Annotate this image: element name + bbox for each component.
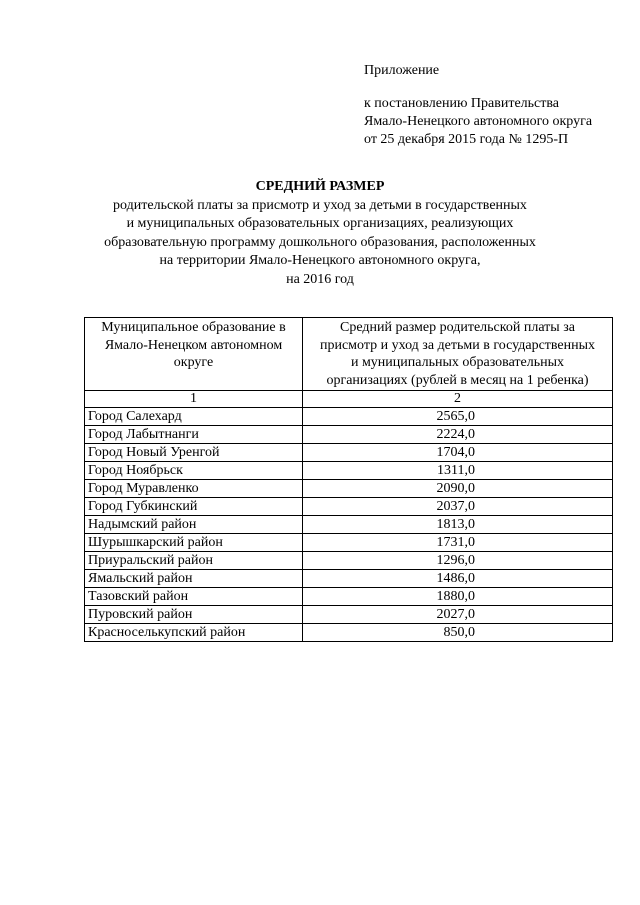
appendix-line-2: Ямало-Ненецкого автономного округа: [364, 114, 593, 129]
title-heading: СРЕДНИЙ РАЗМЕР: [255, 179, 385, 194]
header-fee-line: присмотр и уход за детьми в государственных: [319, 337, 596, 353]
fee-value: 1311,0: [303, 462, 613, 480]
appendix-line-1: к постановлению Правительства: [364, 96, 560, 111]
column-number-row: [85, 391, 613, 408]
header-fee-line: Средний размер родительской платы за: [340, 320, 575, 335]
table-row: [85, 498, 613, 516]
header-average-fee: [303, 318, 613, 391]
appendix-label: Приложение: [364, 63, 440, 78]
municipality-name: Город Лабытнанги: [85, 426, 303, 444]
table-row: [85, 606, 613, 624]
fee-value: 1486,0: [303, 570, 613, 588]
appendix-line-3: от 25 декабря 2015 года № 1295-П: [364, 132, 569, 147]
table-row: [85, 588, 613, 606]
fee-value: 850,0: [303, 624, 613, 642]
fee-value: 2027,0: [303, 606, 613, 624]
table-row: [85, 534, 613, 552]
header-municipality-line: округе: [173, 355, 214, 370]
municipality-name: Тазовский район: [85, 588, 303, 606]
table-row: [85, 516, 613, 534]
table-row: [85, 624, 613, 642]
table-row: [85, 480, 613, 498]
title-line-1: родительской платы за присмотр и уход за детьми в государственных: [113, 197, 527, 213]
fee-value: 2224,0: [303, 426, 613, 444]
municipality-name: Город Салехард: [85, 408, 303, 426]
header-municipality: [85, 318, 303, 391]
table-row: [85, 444, 613, 462]
municipality-name: Пуровский район: [85, 606, 303, 624]
title-line-3: образовательную программу дошкольного образования, расположенных: [104, 234, 536, 250]
fee-value: 1880,0: [303, 588, 613, 606]
municipality-name: Город Новый Уренгой: [85, 444, 303, 462]
table-row: [85, 570, 613, 588]
municipality-name: Приуральский район: [85, 552, 303, 570]
fee-value: 2565,0: [303, 408, 613, 426]
fee-value: 1731,0: [303, 534, 613, 552]
fee-value: 2090,0: [303, 480, 613, 498]
fee-value: 1296,0: [303, 552, 613, 570]
municipality-name: Ямальский район: [85, 570, 303, 588]
table-row: [85, 462, 613, 480]
appendix-block: [364, 62, 592, 149]
municipality-name: Надымский район: [85, 516, 303, 534]
header-municipality-line: Ямало-Ненецком автономном: [104, 337, 283, 353]
municipality-name: Город Губкинский: [85, 498, 303, 516]
fee-value: 1704,0: [303, 444, 613, 462]
table-row: [85, 426, 613, 444]
table-header-row: [85, 318, 613, 391]
header-fee-line: и муниципальных образовательных: [350, 355, 565, 370]
fee-table: [84, 317, 613, 642]
municipality-name: Город Муравленко: [85, 480, 303, 498]
appendix-gap: [364, 80, 592, 95]
municipality-name: Город Ноябрьск: [85, 462, 303, 480]
fee-value: 2037,0: [303, 498, 613, 516]
header-municipality-line: Муниципальное образование в: [101, 320, 286, 335]
table-row: [85, 552, 613, 570]
fee-value: 1813,0: [303, 516, 613, 534]
header-fee-line: организациях (рублей в месяц на 1 ребенка): [326, 372, 589, 388]
document-title: [0, 178, 640, 289]
title-line-2: и муниципальных образовательных организациях, реализующих: [126, 216, 514, 231]
column-number: 1: [85, 391, 303, 408]
table-row: [85, 408, 613, 426]
column-number: 2: [303, 391, 613, 408]
municipality-name: Шурышкарский район: [85, 534, 303, 552]
municipality-name: Красноселькупский район: [85, 624, 303, 642]
title-line-5: на 2016 год: [286, 271, 354, 287]
title-line-4: на территории Ямало-Ненецкого автономного округа,: [159, 253, 481, 268]
